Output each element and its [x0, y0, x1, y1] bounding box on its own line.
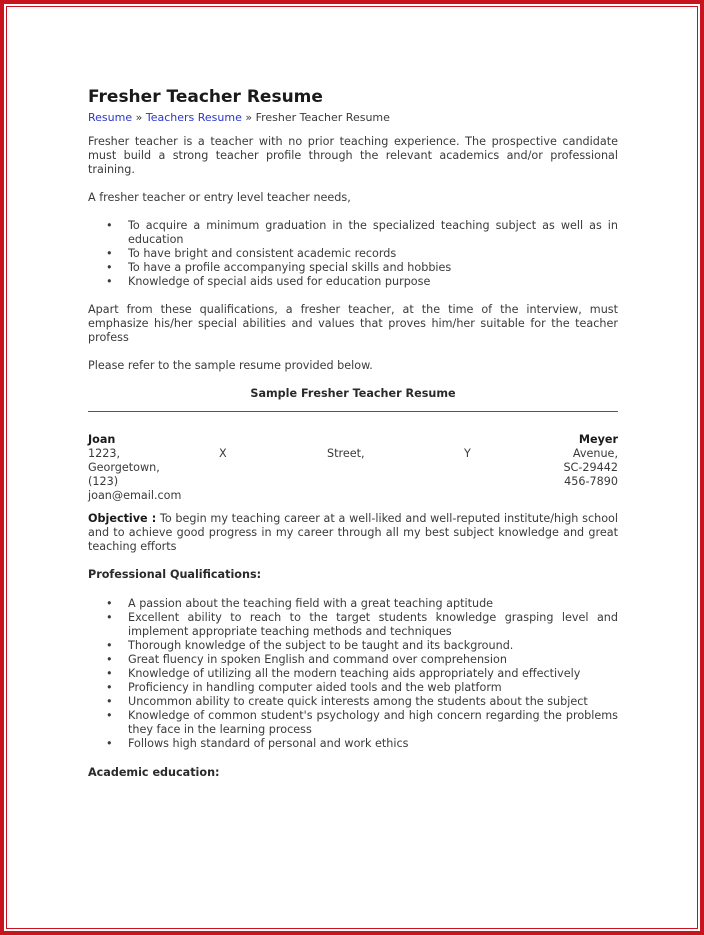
list-item: • Knowledge of utilizing all the modern teaching aids appropriately and effectively	[88, 667, 618, 681]
contact-block	[88, 433, 618, 503]
address-x: X	[219, 447, 227, 460]
list-item: • A passion about the teaching field with a great teaching aptitude	[88, 597, 618, 611]
intro-paragraph: Fresher teacher is a teacher with no prior teaching experience. The prospective candidate must build a strong teacher profile through the relevant academics and/or professional training.	[88, 135, 618, 176]
list-item: • Proficiency in handling computer aided tools and the web platform	[88, 681, 618, 695]
breadcrumb-current: Fresher Teacher Resume	[255, 111, 390, 124]
address-avenue: Avenue,	[572, 447, 618, 460]
refer-paragraph: Please refer to the sample resume provided below.	[88, 359, 373, 372]
document-page	[88, 86, 618, 780]
apart-paragraph: Apart from these qualifications, a fresher teacher, at the time of the interview, must emphasize his/her special abilities and values that proves him/her suitable for the teacher profess	[88, 303, 618, 344]
address-street: Street,	[327, 447, 365, 460]
phone-number: 456-7890	[564, 475, 618, 488]
address-city: Georgetown,	[88, 461, 160, 474]
list-item: • Great fluency in spoken English and command over comprehension	[88, 653, 618, 667]
sample-resume-title: Sample Fresher Teacher Resume	[250, 387, 456, 400]
list-item: • Follows high standard of personal and work ethics	[88, 737, 618, 751]
list-item: • Thorough knowledge of the subject to be taught and its background.	[88, 639, 618, 653]
academic-education-heading: Academic education:	[88, 766, 220, 779]
last-name: Meyer	[578, 433, 618, 446]
breadcrumb-separator: »	[132, 111, 146, 124]
page-title: Fresher Teacher Resume	[88, 87, 323, 107]
breadcrumb-link-resume[interactable]: Resume	[88, 111, 133, 124]
address-y: Y	[464, 447, 471, 460]
list-item: • Knowledge of common student's psychology and high concern regarding the problems they face in the learning process	[88, 709, 618, 737]
list-item: • Knowledge of special aids used for education purpose	[88, 275, 618, 289]
breadcrumb-separator: »	[241, 111, 256, 124]
objective-paragraph	[88, 512, 618, 554]
list-item: • Uncommon ability to create quick interests among the students about the subject	[88, 695, 618, 709]
objective-text: To begin my teaching career at a well-liked and well-reputed institute/high school and to achieve good progress in my career through all my best subject knowledge and great teaching efforts	[88, 512, 618, 553]
first-name: Joan	[88, 433, 116, 446]
list-item: • Excellent ability to reach to the target students knowledge grasping level and implement appropriate teaching methods and techniques	[88, 611, 618, 639]
breadcrumb	[88, 111, 618, 125]
divider	[88, 411, 618, 412]
needs-list	[88, 219, 618, 289]
address-zip: SC-29442	[563, 461, 618, 474]
qualifications-heading: Professional Qualifications:	[88, 568, 262, 581]
needs-intro: A fresher teacher or entry level teacher needs,	[88, 191, 351, 204]
list-item: • To acquire a minimum graduation in the specialized teaching subject as well as in education	[88, 219, 618, 247]
phone-area-code: (123)	[88, 475, 119, 488]
list-item: • To have a profile accompanying special skills and hobbies	[88, 261, 618, 275]
objective-label: Objective :	[88, 512, 157, 525]
qualifications-list	[88, 597, 618, 751]
email-address: joan@email.com	[88, 489, 182, 502]
breadcrumb-link-teachers-resume[interactable]: Teachers Resume	[145, 111, 242, 124]
list-item: • To have bright and consistent academic records	[88, 247, 618, 261]
address-number: 1223,	[88, 447, 121, 460]
